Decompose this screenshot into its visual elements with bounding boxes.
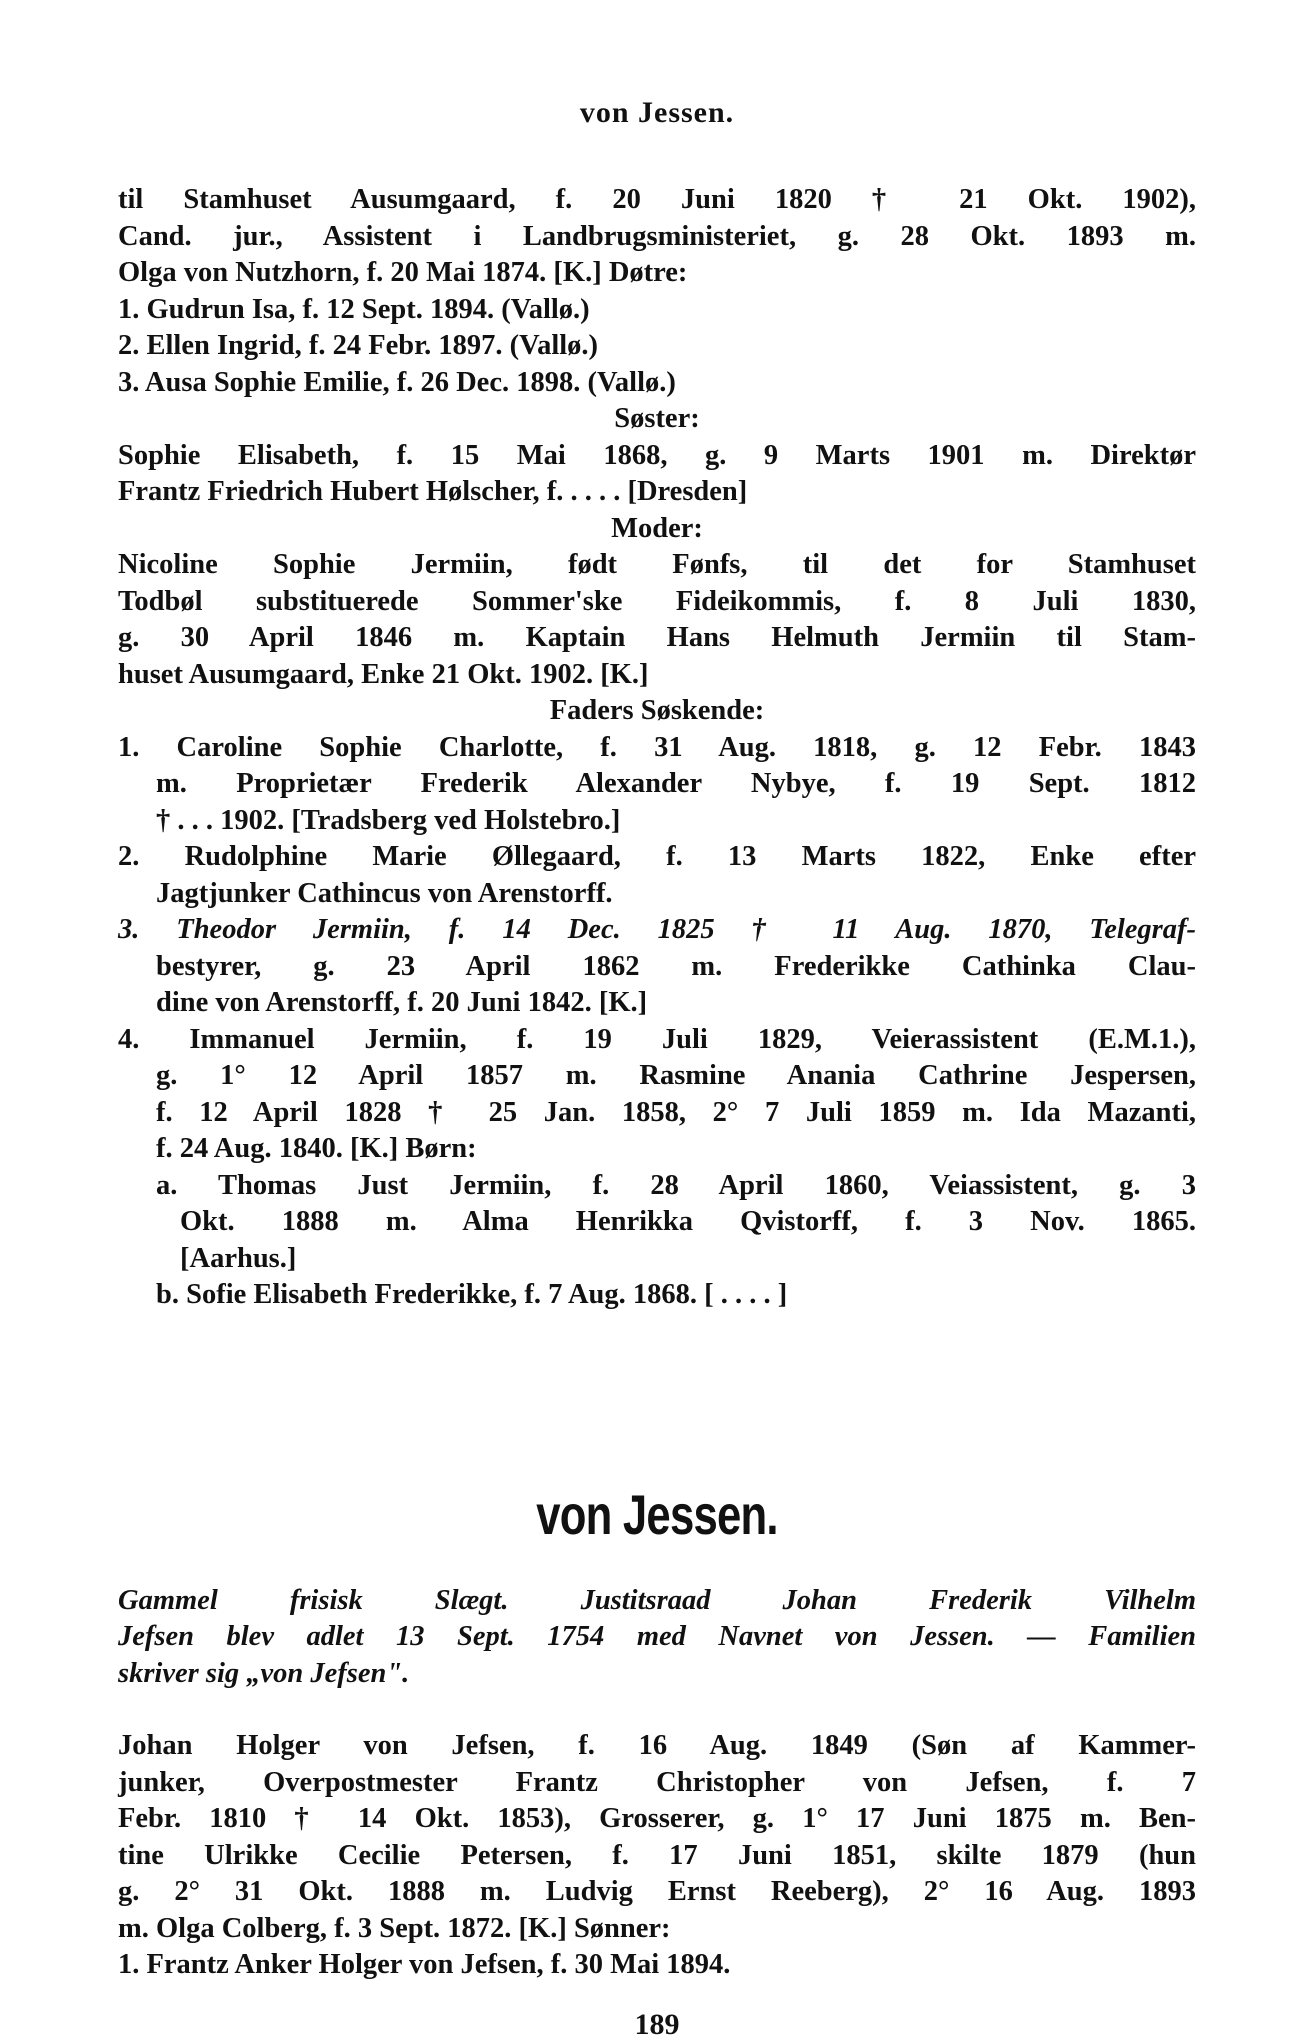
text-line: skriver sig „von Jefsen". [118,1657,410,1689]
running-head: von Jessen. [579,96,735,129]
child-item: 2. Ellen Ingrid, f. 24 Febr. 1897. (Vallø.) [118,330,599,361]
text-line: Sophie Elisabeth, f. 15 Mai 1868, g. 9 Marts 1901 m. Direktør [118,439,1196,471]
family-intro [118,1583,1196,1693]
son-item: 1. Frantz Anker Holger von Jefsen, f. 30 Mai 1894. [118,1949,731,1980]
child-item: a. Thomas Just Jermiin, f. 28 April 1860, Veiassistent, g. 3 [156,1169,1196,1201]
sibling-item: 3. Theodor Jermiin, f. 14 Dec. 1825 † 11 Aug. 1870, Telegraf- [118,914,1196,945]
text-line: huset Ausumgaard, Enke 21 Okt. 1902. [K.] [118,658,649,690]
sibling-item: 4. Immanuel Jermiin, f. 19 Juli 1829, Veierassistent (E.M.1.), [118,1023,1196,1055]
text-line: tine Ulrikke Cecilie Petersen, f. 17 Juni 1851, skilte 1879 (hun [118,1839,1196,1871]
text-line: [Aarhus.] [180,1242,297,1274]
subheading-fathers-siblings: Faders Søskende: [549,695,765,726]
text-line: † . . . 1902. [Tradsberg ved Holstebro.] [156,804,621,836]
child-item: b. Sofie Elisabeth Frederikke, f. 7 Aug. 1868. [ . . . . ] [156,1279,788,1310]
text-line: Febr. 1810 † 14 Okt. 1853), Grosserer, g. 1° 17 Juni 1875 m. Ben- [118,1803,1196,1834]
text-line: f. 12 April 1828 † 25 Jan. 1858, 2° 7 Juli 1859 m. Ida Mazanti, [156,1096,1196,1128]
text-line: Frantz Friedrich Hubert Hølscher, f. . . . . [Dresden] [118,476,748,507]
text-line: Nicoline Sophie Jermiin, født Fønfs, til det for Stamhuset [118,549,1196,580]
text-line: til Stamhuset Ausumgaard, f. 20 Juni 1820 † 21 Okt. 1902), [118,184,1196,215]
subheading-sister: Søster: [614,403,700,434]
document-page [118,96,1196,2042]
text-line: Jagtjunker Cathincus von Arenstorff. [156,877,613,909]
text-line: Jefsen blev adlet 13 Sept. 1754 med Navnet von Jessen. — Familien [118,1621,1196,1652]
text-line: Okt. 1888 m. Alma Henrikka Qvistorff, f. 3 Nov. 1865. [180,1206,1196,1237]
text-line: g. 1° 12 April 1857 m. Rasmine Anania Cathrine Jespersen, [156,1060,1196,1091]
text-line: m. Proprietær Frederik Alexander Nybye, f. 19 Sept. 1812 [156,768,1196,799]
sibling-item: 2. Rudolphine Marie Øllegaard, f. 13 Marts 1822, Enke efter [118,841,1196,872]
text-line: f. 24 Aug. 1840. [K.] Børn: [156,1133,477,1164]
family-entry [118,1728,1196,1984]
section-heading: von Jessen. [536,1482,778,1546]
page-number: 189 [634,2007,680,2041]
text-line: Gammel frisisk Slægt. Justitsraad Johan Frederik Vilhelm [118,1584,1196,1616]
subheading-mother: Moder: [611,512,703,544]
text-line: dine von Arenstorff, f. 20 Juni 1842. [K.] [156,987,648,1018]
text-line: m. Olga Colberg, f. 3 Sept. 1872. [K.] Sønner: [118,1912,671,1944]
text-line: bestyrer, g. 23 April 1862 m. Frederikke Cathinka Clau- [156,950,1196,982]
text-line: Cand. jur., Assistent i Landbrugsministeriet, g. 28 Okt. 1893 m. [118,220,1196,252]
text-line: Johan Holger von Jefsen, f. 16 Aug. 1849 (Søn af Kammer- [118,1730,1196,1761]
entry-continuation [118,182,1196,1314]
text-line: Olga von Nutzhorn, f. 20 Mai 1874. [K.] Døtre: [118,257,688,288]
sibling-item: 1. Caroline Sophie Charlotte, f. 31 Aug. 1818, g. 12 Febr. 1843 [118,731,1196,763]
text-line: g. 30 April 1846 m. Kaptain Hans Helmuth Jermiin til Stam- [118,622,1196,653]
text-line: Todbøl substituerede Sommer'ske Fideikommis, f. 8 Juli 1830, [118,585,1196,617]
text-line: g. 2° 31 Okt. 1888 m. Ludvig Ernst Reeberg), 2° 16 Aug. 1893 [118,1876,1196,1907]
child-item: 3. Ausa Sophie Emilie, f. 26 Dec. 1898. (Vallø.) [118,366,676,398]
text-line: junker, Overpostmester Frantz Christopher von Jefsen, f. 7 [118,1766,1196,1798]
child-item: 1. Gudrun Isa, f. 12 Sept. 1894. (Vallø.) [118,293,590,325]
